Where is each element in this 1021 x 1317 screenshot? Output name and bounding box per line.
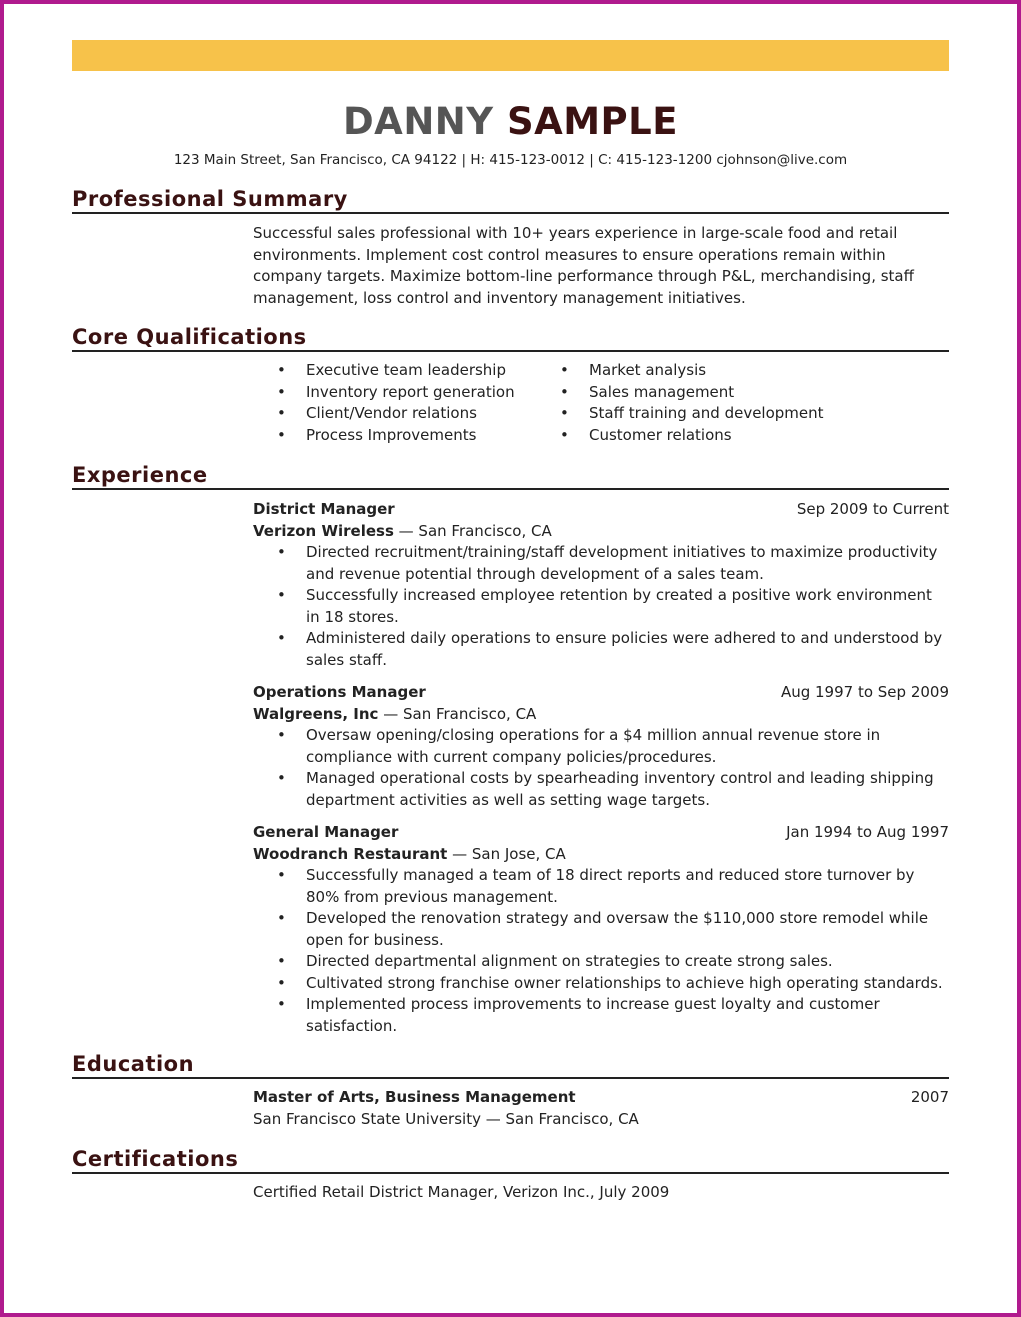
job-title: General Manager	[253, 823, 399, 841]
separator: —	[447, 844, 472, 863]
job-bullet: • Administered daily operations to ensure policies were adhered to and understood by sales staff.	[253, 628, 949, 671]
resume-name	[72, 101, 949, 143]
qualification-item: • Sales management	[536, 382, 824, 404]
contact-line: 123 Main Street, San Francisco, CA 94122 | H: 415-123-0012 | C: 415-123-1200 cjohnson@live.com	[173, 152, 848, 168]
section-heading-certifications: Certifications	[72, 1146, 949, 1174]
job-bullets	[253, 725, 949, 811]
qualification-item: • Executive team leadership	[253, 360, 536, 382]
job-bullet: • Successfully increased employee retention by created a positive work environment in 18 stores.	[253, 585, 949, 628]
first-name: DANNY	[342, 100, 494, 143]
education-school: San Francisco State University	[253, 1109, 481, 1128]
qualification-item: • Inventory report generation	[253, 382, 536, 404]
separator: —	[480, 1109, 506, 1128]
qualification-item: • Client/Vendor relations	[253, 403, 536, 425]
section-heading-qualifications: Core Qualifications	[72, 324, 949, 352]
job-location: San Francisco, CA	[418, 521, 552, 540]
section-heading-summary: Professional Summary	[72, 186, 949, 214]
separator: —	[393, 521, 419, 540]
job-location: San Francisco, CA	[402, 704, 537, 723]
job-bullet: • Implemented process improvements to increase guest loyalty and customer satisfaction.	[253, 994, 949, 1037]
education-entry	[253, 1087, 949, 1130]
job-location: San Jose, CA	[471, 844, 566, 863]
job-dates: Sep 2009 to Current	[796, 500, 949, 518]
qualification-item: • Process Improvements	[253, 425, 536, 447]
job-company: Verizon Wireless	[253, 521, 394, 540]
qualifications-column-1	[253, 360, 536, 446]
summary-text: Successful sales professional with 10+ years experience in large-scale food and retail environments. Implement cost control measures to ensure operations remain within company targets. Maximize bottom-line performance through P&L, merchandising, staff management, loss control and inventory management initiatives.	[253, 224, 914, 307]
education-degree: Master of Arts, Business Management	[253, 1088, 576, 1106]
job-bullet: • Cultivated strong franchise owner relationships to achieve high operating standards.	[253, 973, 949, 995]
education-year: 2007	[910, 1088, 949, 1106]
job-company: Woodranch Restaurant	[253, 844, 448, 863]
job-bullet: • Managed operational costs by spearheading inventory control and leading shipping department activities as well as setting wage targets.	[253, 768, 949, 811]
experience-list	[253, 499, 949, 1037]
job-entry	[253, 682, 949, 811]
qualification-item: • Market analysis	[536, 360, 824, 382]
job-bullet: • Directed recruitment/training/staff development initiatives to maximize productivity and revenue potential through development of a sales team.	[253, 542, 949, 585]
job-company: Walgreens, Inc	[253, 704, 379, 723]
job-bullets	[253, 542, 949, 671]
job-bullet: • Oversaw opening/closing operations for a $4 million annual revenue store in compliance with current company policies/procedures.	[253, 725, 949, 768]
job-dates: Jan 1994 to Aug 1997	[786, 823, 949, 841]
qualifications-column-2	[536, 360, 824, 446]
job-bullet: • Directed departmental alignment on strategies to create strong sales.	[253, 951, 949, 973]
job-bullets	[253, 865, 949, 1037]
accent-bar	[72, 40, 949, 71]
job-bullet: • Developed the renovation strategy and oversaw the $110,000 store remodel while open for business.	[253, 908, 949, 951]
job-entry	[253, 499, 949, 671]
education-location: San Francisco, CA	[505, 1109, 639, 1128]
section-heading-education: Education	[72, 1051, 949, 1079]
qualification-item: • Staff training and development	[536, 403, 824, 425]
job-entry	[253, 822, 949, 1037]
section-heading-experience: Experience	[72, 462, 949, 490]
job-title: Operations Manager	[253, 683, 426, 701]
job-bullet: • Successfully managed a team of 18 direct reports and reduced store turnover by 80% from previous management.	[253, 865, 949, 908]
separator: —	[378, 704, 403, 723]
qualification-item: • Customer relations	[536, 425, 824, 447]
job-dates: Aug 1997 to Sep 2009	[780, 683, 949, 701]
qualifications-list	[253, 360, 949, 446]
certification-text: Certified Retail District Manager, Verizon Inc., July 2009	[253, 1183, 670, 1201]
resume-page	[72, 40, 949, 1204]
job-title: District Manager	[253, 500, 395, 518]
last-name: SAMPLE	[506, 100, 679, 143]
